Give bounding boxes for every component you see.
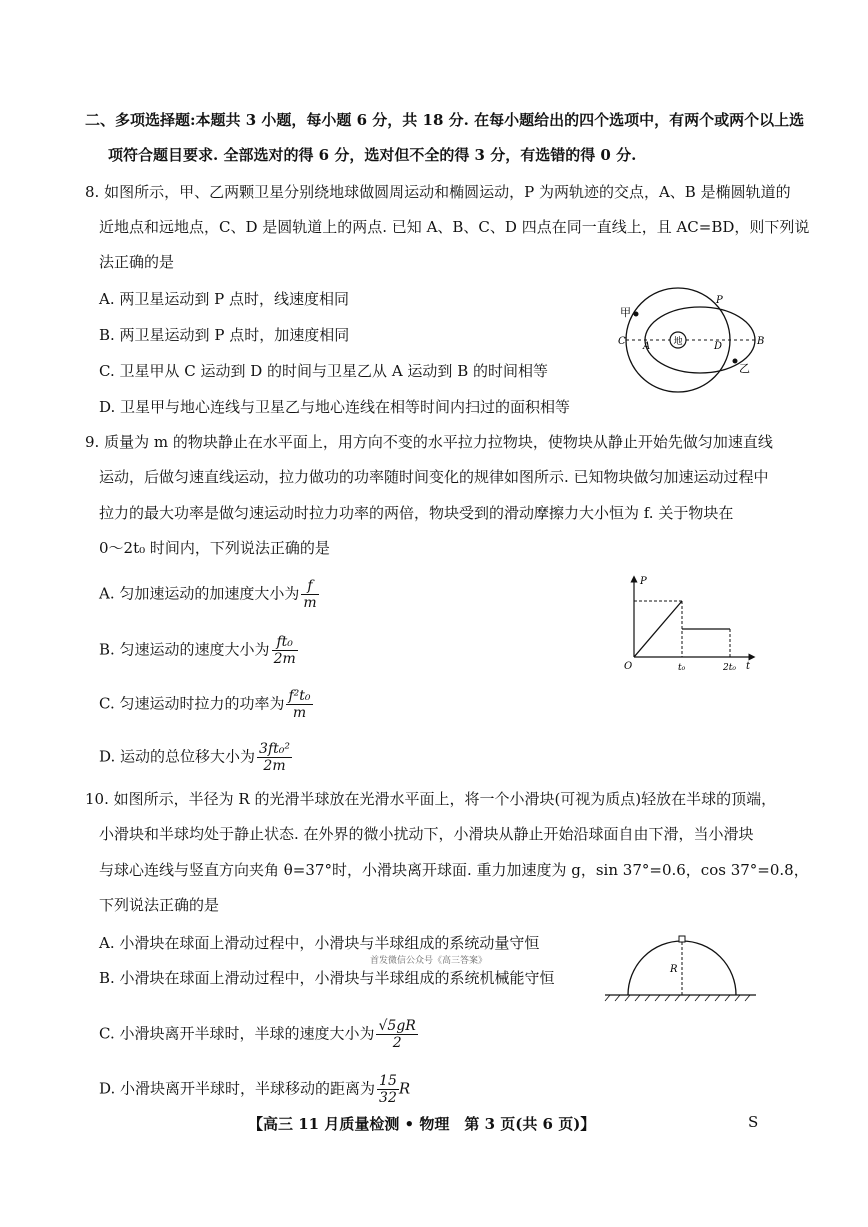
- q9-option-a: A. 匀加速运动的加速度大小为 $\frac{f}{m}$: [99, 578, 317, 611]
- q9-option-c: C. 匀速运动时拉力的功率为 $\frac{\text{f²t₀}}{m}$: [99, 688, 311, 721]
- axis-label-P: P: [640, 576, 647, 587]
- label-P: P: [716, 295, 723, 306]
- q9-stem-line2: 运动，后做匀速直线运动，拉力做功的功率随时间变化的规律如图所示. 已知物块做匀加速运动过程中: [99, 468, 769, 486]
- q10-stem-line4: 下列说法正确的是: [99, 896, 220, 914]
- origin-label: O: [624, 661, 633, 672]
- ramp-line: [634, 601, 682, 657]
- satellite-jia-dot: [634, 312, 639, 317]
- q10-stem-line3: 与球心连线与竖直方向夹角 θ=37°时，小滑块离开球面. 重力加速度为 g，sin 37°=0.6，cos 37°=0.8，: [99, 861, 809, 879]
- earth-label: 地: [673, 337, 683, 347]
- q9-option-d: D. 运动的总位移大小为 $\frac{\text{3ft₀²}}{2m}$: [99, 741, 290, 774]
- section-header-line1: 二、多项选择题:本题共 3 小题，每小题 6 分，共 18 分. 在每小题给出的四个选项中，有两个或两个以上选: [85, 111, 805, 129]
- ground-hatching: [605, 995, 750, 1001]
- label-yi: 乙: [739, 362, 750, 375]
- label-D: D: [714, 341, 723, 352]
- label-C: C: [618, 336, 626, 347]
- q8-option-b: B. 两卫星运动到 P 点时，加速度相同: [99, 326, 350, 344]
- q9-stem-line1: 9. 质量为 m 的物块静止在水平面上，用方向不变的水平拉力拉物块，使物块从静止开始先做匀加速直线: [85, 433, 773, 451]
- q10-option-d: D. 小滑块离开半球时，半球移动的距离为 $\frac{15}{32}$ R: [99, 1073, 411, 1106]
- satellite-yi-dot: [733, 359, 738, 364]
- q9-stem-line3: 拉力的最大功率是做匀速运动时拉力功率的两倍，物块受到的滑动摩擦力大小恒为 f. 关于物块在: [99, 504, 734, 522]
- label-A: A: [643, 341, 651, 352]
- q9-option-b: B. 匀速运动的速度大小为 $\frac{\text{ft₀}}{2m}$: [99, 634, 296, 667]
- q8-orbit-figure: [610, 290, 770, 400]
- q10-stem-line1: 10. 如图所示，半径为 R 的光滑半球放在光滑水平面上，将一个小滑块(可视为质点)轻放在半球的顶端，: [85, 790, 777, 808]
- slider-block: [679, 936, 685, 942]
- q10-stem-line2: 小滑块和半球均处于静止状态. 在外界的微小扰动下，小滑块从静止开始沿球面自由下滑，当小滑块: [99, 825, 754, 843]
- q8-stem-line1: 8. 如图所示，甲、乙两颗卫星分别绕地球做圆周运动和椭圆运动，P 为两轨迹的交点，A、B 是椭圆轨道的: [85, 183, 791, 201]
- q8-option-a: A. 两卫星运动到 P 点时，线速度相同: [99, 290, 349, 308]
- page-footer: 【高三 11 月质量检测 • 物理 第 3 页(共 6 页)】: [248, 1115, 596, 1133]
- tick-t0: t₀: [678, 663, 686, 673]
- label-jia: 甲: [620, 306, 631, 319]
- tick-2t0: 2t₀: [723, 663, 736, 673]
- q8-stem-line3: 法正确的是: [99, 253, 175, 271]
- q10-hemisphere-figure: [600, 925, 760, 1005]
- q8-stem-line2: 近地点和远地点，C、D 是圆轨道上的两点. 已知 A、B、C、D 四点在同一直线上，且 AC=BD，则下列说: [99, 218, 810, 236]
- label-B: B: [757, 336, 765, 347]
- section-header-line2: 项符合题目要求. 全部选对的得 6 分，选对但不全的得 3 分，有选错的得 0 分.: [108, 146, 637, 164]
- q8-option-c: C. 卫星甲从 C 运动到 D 的时间与卫星乙从 A 运动到 B 的时间相等: [99, 362, 548, 380]
- q10-option-b: B. 小滑块在球面上滑动过程中，小滑块与半球组成的系统机械能守恒: [99, 969, 555, 987]
- q9-power-time-graph: [620, 575, 760, 675]
- q9-stem-line4: 0～2t₀ 时间内，下列说法正确的是: [99, 539, 330, 557]
- q10-option-a: A. 小滑块在球面上滑动过程中，小滑块与半球组成的系统动量守恒: [99, 934, 540, 952]
- paper-code: S: [748, 1113, 759, 1131]
- watermark-text: 首发微信公众号《高三答案》: [370, 956, 488, 966]
- radius-label: R: [670, 964, 678, 975]
- axis-label-t: t: [746, 661, 751, 672]
- q10-option-c: C. 小滑块离开半球时，半球的速度大小为 $\frac{√5gR}{2}$: [99, 1018, 416, 1051]
- q8-option-d: D. 卫星甲与地心连线与卫星乙与地心连线在相等时间内扫过的面积相等: [99, 398, 571, 416]
